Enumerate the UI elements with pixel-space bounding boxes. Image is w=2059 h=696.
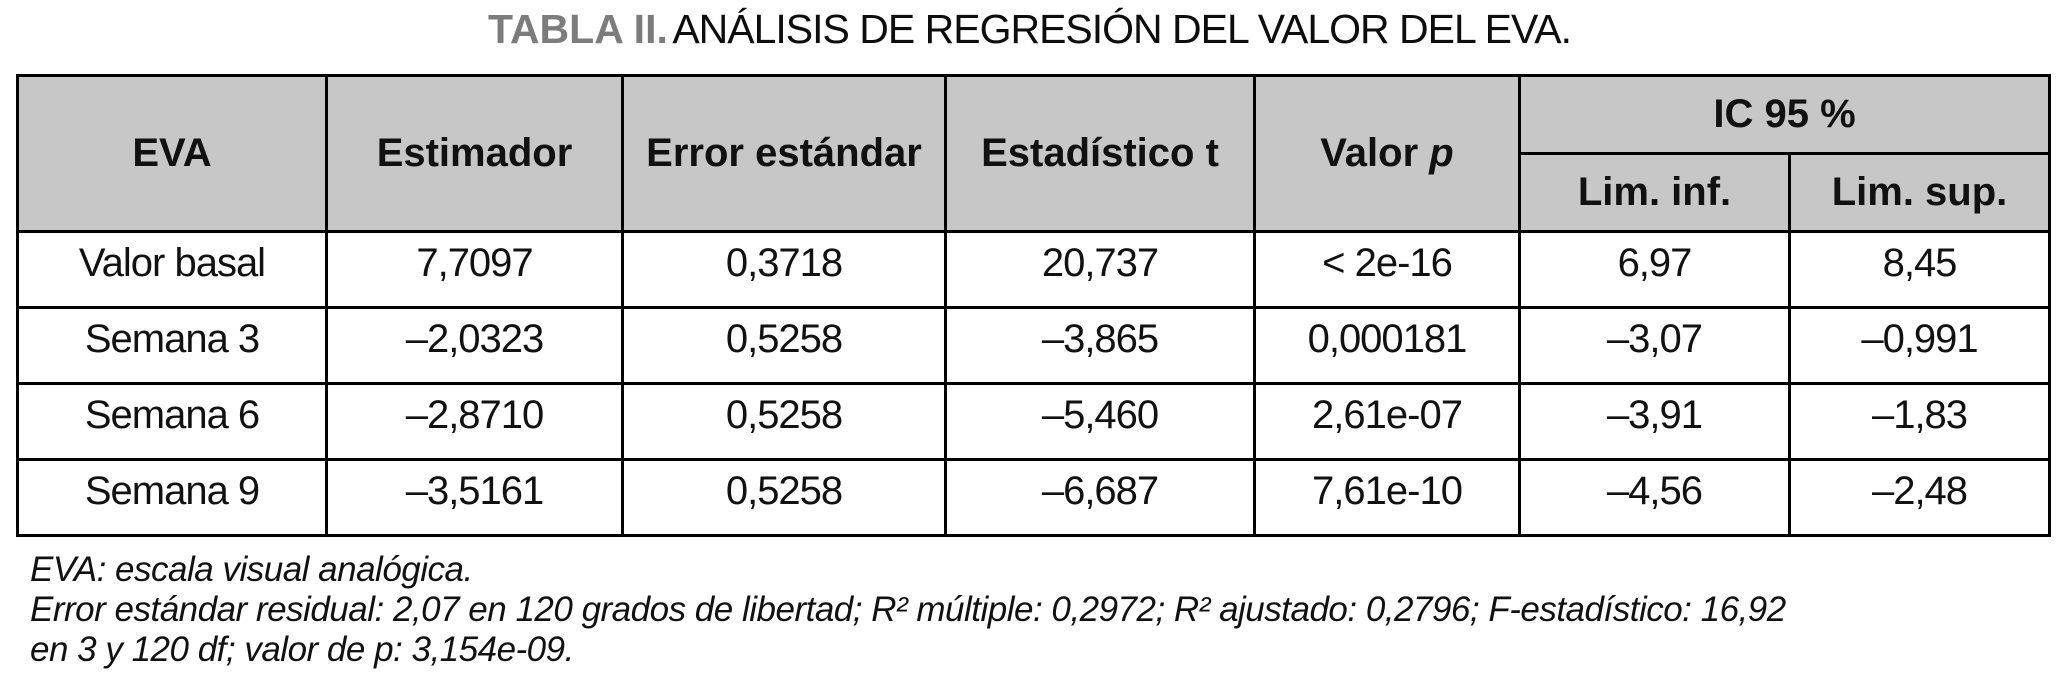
- cell-estadistico-t: –3,865: [946, 308, 1255, 384]
- header-cell-lim-sup: Lim. sup.: [1790, 154, 2050, 232]
- cell-lim-inf: 6,97: [1520, 232, 1790, 308]
- cell-error-estandar: 0,5258: [623, 460, 946, 536]
- cell-estimador: –2,8710: [327, 384, 623, 460]
- regression-table: [16, 74, 2051, 537]
- cell-row-label: Semana 3: [18, 308, 327, 384]
- cell-lim-sup: 8,45: [1790, 232, 2050, 308]
- header-cell-estadistico-t: Estadístico t: [946, 76, 1255, 232]
- table-body: [18, 232, 2050, 536]
- cell-estadistico-t: –5,460: [946, 384, 1255, 460]
- table-title-text: ANÁLISIS DE REGRESIÓN DEL VALOR DEL EVA.: [672, 6, 1572, 52]
- cell-estimador: 7,7097: [327, 232, 623, 308]
- cell-valor-p: 2,61e-07: [1255, 384, 1520, 460]
- cell-valor-p: 0,000181: [1255, 308, 1520, 384]
- table-footnotes: [30, 550, 2040, 670]
- footnote-line-1: EVA: escala visual analógica.: [30, 550, 473, 589]
- cell-estimador: –2,0323: [327, 308, 623, 384]
- table-row-valor-basal: [18, 232, 2050, 308]
- header-row-top: [18, 76, 2050, 154]
- cell-valor-p: 7,61e-10: [1255, 460, 1520, 536]
- header-cell-valor-p: [1255, 76, 1520, 232]
- cell-lim-sup: –1,83: [1790, 384, 2050, 460]
- header-cell-lim-inf: Lim. inf.: [1520, 154, 1790, 232]
- cell-estadistico-t: 20,737: [946, 232, 1255, 308]
- cell-lim-inf: –4,56: [1520, 460, 1790, 536]
- header-cell-estimador: Estimador: [327, 76, 623, 232]
- cell-error-estandar: 0,3718: [623, 232, 946, 308]
- table-row-semana-9: [18, 460, 2050, 536]
- table-title-number: TABLA II.: [487, 6, 668, 52]
- table-header: [18, 76, 2050, 232]
- cell-error-estandar: 0,5258: [623, 384, 946, 460]
- cell-row-label: Semana 6: [18, 384, 327, 460]
- cell-lim-inf: –3,07: [1520, 308, 1790, 384]
- table-title: [0, 6, 2059, 53]
- header-cell-error-estandar: Error estándar: [623, 76, 946, 232]
- cell-valor-p: < 2e-16: [1255, 232, 1520, 308]
- cell-estadistico-t: –6,687: [946, 460, 1255, 536]
- header-cell-ic95: IC 95 %: [1520, 76, 2050, 154]
- cell-lim-sup: –2,48: [1790, 460, 2050, 536]
- cell-row-label: Semana 9: [18, 460, 327, 536]
- footnote-line-2: Error estándar residual: 2,07 en 120 grados de libertad; R² múltiple: 0,2972; R² ajustado: 0,2796; F-estadístico: 16,92: [30, 590, 1786, 629]
- cell-row-label: Valor basal: [18, 232, 327, 308]
- table-row-semana-6: [18, 384, 2050, 460]
- cell-estimador: –3,5161: [327, 460, 623, 536]
- cell-lim-sup: –0,991: [1790, 308, 2050, 384]
- valor-p-symbol: p: [1429, 131, 1454, 175]
- cell-lim-inf: –3,91: [1520, 384, 1790, 460]
- table-row-semana-3: [18, 308, 2050, 384]
- footnote-line-3: en 3 y 120 df; valor de p: 3,154e-09.: [30, 630, 574, 669]
- cell-error-estandar: 0,5258: [623, 308, 946, 384]
- header-cell-eva: EVA: [18, 76, 327, 232]
- valor-p-word: Valor: [1320, 131, 1419, 175]
